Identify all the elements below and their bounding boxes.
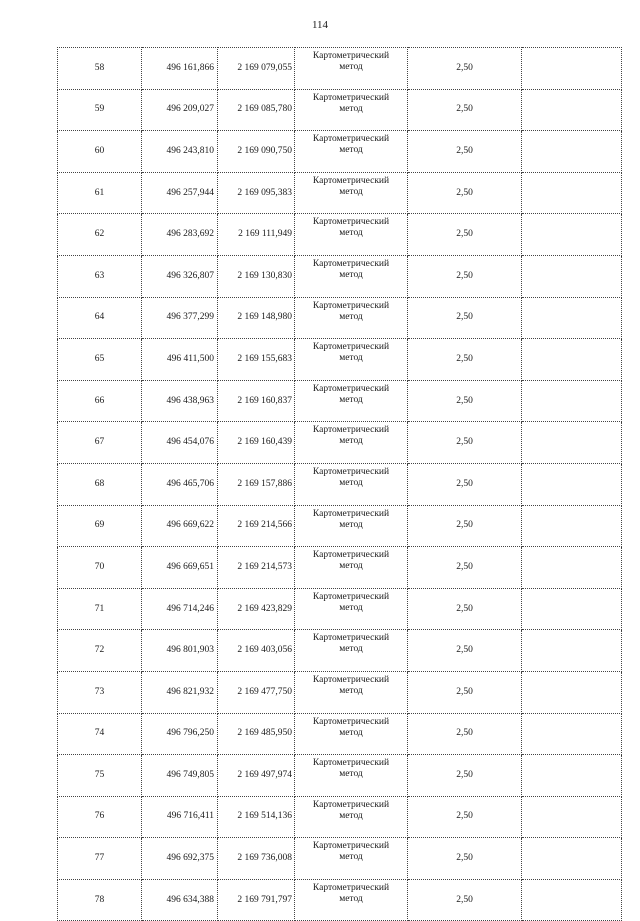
y-coordinate-cell: 2 169 477,750 — [218, 671, 295, 713]
method-cell — [295, 879, 408, 921]
error-cell: 2,50 — [408, 422, 522, 464]
y-coordinate-cell: 2 169 079,055 — [218, 48, 295, 90]
table-row — [58, 796, 622, 838]
x-coordinate-cell: 496 801,903 — [142, 630, 218, 672]
y-coordinate-cell: 2 169 148,980 — [218, 297, 295, 339]
error-cell: 2,50 — [408, 671, 522, 713]
table-row — [58, 547, 622, 589]
table-row — [58, 838, 622, 880]
point-number-cell: 69 — [58, 505, 142, 547]
error-cell: 2,50 — [408, 131, 522, 173]
error-cell: 2,50 — [408, 214, 522, 256]
x-coordinate-cell: 496 692,375 — [142, 838, 218, 880]
y-coordinate-cell: 2 169 736,008 — [218, 838, 295, 880]
x-coordinate-cell: 496 283,692 — [142, 214, 218, 256]
error-cell: 2,50 — [408, 297, 522, 339]
x-coordinate-cell: 496 209,027 — [142, 89, 218, 131]
error-cell: 2,50 — [408, 755, 522, 797]
method-line-1: Картометрический — [312, 425, 390, 436]
table-row — [58, 89, 622, 131]
method-cell — [295, 505, 408, 547]
method-cell — [295, 339, 408, 381]
description-cell — [522, 422, 622, 464]
table-row — [58, 755, 622, 797]
table-row — [58, 463, 622, 505]
method-line-2: метод — [339, 685, 363, 696]
error-cell: 2,50 — [408, 713, 522, 755]
point-number-cell: 67 — [58, 422, 142, 464]
description-cell — [522, 879, 622, 921]
method-cell — [295, 547, 408, 589]
x-coordinate-cell: 496 465,706 — [142, 463, 218, 505]
point-number-cell: 71 — [58, 588, 142, 630]
x-coordinate-cell: 496 796,250 — [142, 713, 218, 755]
method-line-2: метод — [339, 893, 363, 904]
error-cell: 2,50 — [408, 796, 522, 838]
description-cell — [522, 463, 622, 505]
method-cell — [295, 48, 408, 90]
table-row — [58, 630, 622, 672]
y-coordinate-cell: 2 169 090,750 — [218, 131, 295, 173]
y-coordinate-cell: 2 169 791,797 — [218, 879, 295, 921]
error-cell: 2,50 — [408, 255, 522, 297]
y-coordinate-cell: 2 169 497,974 — [218, 755, 295, 797]
description-cell — [522, 214, 622, 256]
method-cell — [295, 255, 408, 297]
error-cell: 2,50 — [408, 547, 522, 589]
description-cell — [522, 48, 622, 90]
point-number-cell: 77 — [58, 838, 142, 880]
table-row — [58, 172, 622, 214]
x-coordinate-cell: 496 161,866 — [142, 48, 218, 90]
y-coordinate-cell: 2 169 160,439 — [218, 422, 295, 464]
method-cell — [295, 630, 408, 672]
table-row — [58, 339, 622, 381]
description-cell — [522, 339, 622, 381]
error-cell: 2,50 — [408, 879, 522, 921]
method-line-1: Картометрический — [312, 134, 390, 145]
table-row — [58, 588, 622, 630]
description-cell — [522, 89, 622, 131]
point-number-cell: 74 — [58, 713, 142, 755]
method-line-1: Картометрический — [312, 258, 390, 269]
x-coordinate-cell: 496 454,076 — [142, 422, 218, 464]
description-cell — [522, 547, 622, 589]
page-number: 114 — [311, 19, 329, 31]
coordinates-table — [57, 47, 622, 921]
point-number-cell: 64 — [58, 297, 142, 339]
method-line-1: Картометрический — [312, 633, 390, 644]
method-line-2: метод — [339, 186, 363, 197]
point-number-cell: 73 — [58, 671, 142, 713]
method-cell — [295, 172, 408, 214]
table-row — [58, 422, 622, 464]
method-line-1: Картометрический — [312, 175, 390, 186]
point-number-cell: 70 — [58, 547, 142, 589]
x-coordinate-cell: 496 669,622 — [142, 505, 218, 547]
x-coordinate-cell: 496 634,388 — [142, 879, 218, 921]
method-line-2: метод — [339, 602, 363, 613]
point-number-cell: 78 — [58, 879, 142, 921]
description-cell — [522, 588, 622, 630]
method-line-2: метод — [339, 228, 363, 239]
method-line-1: Картометрический — [312, 758, 390, 769]
point-number-cell: 72 — [58, 630, 142, 672]
method-line-2: метод — [339, 644, 363, 655]
method-line-2: метод — [339, 145, 363, 156]
method-cell — [295, 89, 408, 131]
error-cell: 2,50 — [408, 172, 522, 214]
method-cell — [295, 588, 408, 630]
x-coordinate-cell: 496 821,932 — [142, 671, 218, 713]
method-line-1: Картометрический — [312, 799, 390, 810]
x-coordinate-cell: 496 326,807 — [142, 255, 218, 297]
method-line-2: метод — [339, 394, 363, 405]
table-row — [58, 879, 622, 921]
error-cell: 2,50 — [408, 89, 522, 131]
point-number-cell: 66 — [58, 380, 142, 422]
method-cell — [295, 297, 408, 339]
table-row — [58, 671, 622, 713]
x-coordinate-cell: 496 411,500 — [142, 339, 218, 381]
table-row — [58, 255, 622, 297]
method-line-1: Картометрический — [312, 383, 390, 394]
description-cell — [522, 255, 622, 297]
method-line-2: метод — [339, 477, 363, 488]
y-coordinate-cell: 2 169 130,830 — [218, 255, 295, 297]
method-line-1: Картометрический — [312, 716, 390, 727]
method-cell — [295, 713, 408, 755]
method-line-1: Картометрический — [312, 217, 390, 228]
point-number-cell: 75 — [58, 755, 142, 797]
point-number-cell: 68 — [58, 463, 142, 505]
description-cell — [522, 172, 622, 214]
method-cell — [295, 422, 408, 464]
method-line-2: метод — [339, 561, 363, 572]
y-coordinate-cell: 2 169 157,886 — [218, 463, 295, 505]
method-line-1: Картометрический — [312, 508, 390, 519]
point-number-cell: 65 — [58, 339, 142, 381]
method-line-1: Картометрический — [312, 51, 390, 61]
method-cell — [295, 796, 408, 838]
x-coordinate-cell: 496 714,246 — [142, 588, 218, 630]
method-line-1: Картометрический — [312, 841, 390, 852]
method-line-2: метод — [339, 103, 363, 114]
point-number-cell: 63 — [58, 255, 142, 297]
x-coordinate-cell: 496 716,411 — [142, 796, 218, 838]
x-coordinate-cell: 496 377,299 — [142, 297, 218, 339]
method-line-2: метод — [339, 62, 363, 72]
table-row — [58, 380, 622, 422]
method-cell — [295, 380, 408, 422]
y-coordinate-cell: 2 169 403,056 — [218, 630, 295, 672]
point-number-cell: 62 — [58, 214, 142, 256]
method-line-1: Картометрический — [312, 342, 390, 353]
description-cell — [522, 131, 622, 173]
description-cell — [522, 755, 622, 797]
y-coordinate-cell: 2 169 095,383 — [218, 172, 295, 214]
y-coordinate-cell: 2 169 423,829 — [218, 588, 295, 630]
y-coordinate-cell: 2 169 155,683 — [218, 339, 295, 381]
coordinates-table-body — [58, 48, 622, 921]
x-coordinate-cell: 496 257,944 — [142, 172, 218, 214]
method-cell — [295, 131, 408, 173]
error-cell: 2,50 — [408, 630, 522, 672]
method-line-2: метод — [339, 269, 363, 280]
error-cell: 2,50 — [408, 463, 522, 505]
x-coordinate-cell: 496 749,805 — [142, 755, 218, 797]
x-coordinate-cell: 496 438,963 — [142, 380, 218, 422]
method-line-2: метод — [339, 810, 363, 821]
y-coordinate-cell: 2 169 160,837 — [218, 380, 295, 422]
y-coordinate-cell: 2 169 214,566 — [218, 505, 295, 547]
x-coordinate-cell: 496 669,651 — [142, 547, 218, 589]
description-cell — [522, 380, 622, 422]
y-coordinate-cell: 2 169 111,949 — [218, 214, 295, 256]
description-cell — [522, 297, 622, 339]
point-number-cell: 58 — [58, 48, 142, 90]
method-line-2: метод — [339, 769, 363, 780]
method-line-2: метод — [339, 353, 363, 364]
method-line-1: Картометрический — [312, 466, 390, 477]
description-cell — [522, 505, 622, 547]
point-number-cell: 61 — [58, 172, 142, 214]
method-line-1: Картометрический — [312, 92, 390, 103]
point-number-cell: 59 — [58, 89, 142, 131]
y-coordinate-cell: 2 169 485,950 — [218, 713, 295, 755]
method-line-2: метод — [339, 852, 363, 863]
description-cell — [522, 671, 622, 713]
table-row — [58, 713, 622, 755]
method-line-2: метод — [339, 436, 363, 447]
method-line-2: метод — [339, 727, 363, 738]
method-cell — [295, 755, 408, 797]
error-cell: 2,50 — [408, 838, 522, 880]
method-line-1: Картометрический — [312, 550, 390, 561]
y-coordinate-cell: 2 169 214,573 — [218, 547, 295, 589]
method-line-1: Картометрический — [312, 591, 390, 602]
description-cell — [522, 630, 622, 672]
y-coordinate-cell: 2 169 085,780 — [218, 89, 295, 131]
error-cell: 2,50 — [408, 505, 522, 547]
method-cell — [295, 463, 408, 505]
y-coordinate-cell: 2 169 514,136 — [218, 796, 295, 838]
error-cell: 2,50 — [408, 380, 522, 422]
table-row — [58, 214, 622, 256]
error-cell: 2,50 — [408, 339, 522, 381]
table-row — [58, 297, 622, 339]
method-line-1: Картометрический — [312, 300, 390, 311]
method-line-1: Картометрический — [312, 882, 390, 893]
point-number-cell: 76 — [58, 796, 142, 838]
method-line-1: Картометрический — [312, 674, 390, 685]
error-cell: 2,50 — [408, 48, 522, 90]
method-cell — [295, 838, 408, 880]
table-row — [58, 131, 622, 173]
description-cell — [522, 796, 622, 838]
table-row — [58, 505, 622, 547]
method-cell — [295, 671, 408, 713]
error-cell: 2,50 — [408, 588, 522, 630]
description-cell — [522, 713, 622, 755]
method-cell — [295, 214, 408, 256]
description-cell — [522, 838, 622, 880]
method-line-2: метод — [339, 519, 363, 530]
point-number-cell: 60 — [58, 131, 142, 173]
x-coordinate-cell: 496 243,810 — [142, 131, 218, 173]
table-row — [58, 48, 622, 90]
method-line-2: метод — [339, 311, 363, 322]
